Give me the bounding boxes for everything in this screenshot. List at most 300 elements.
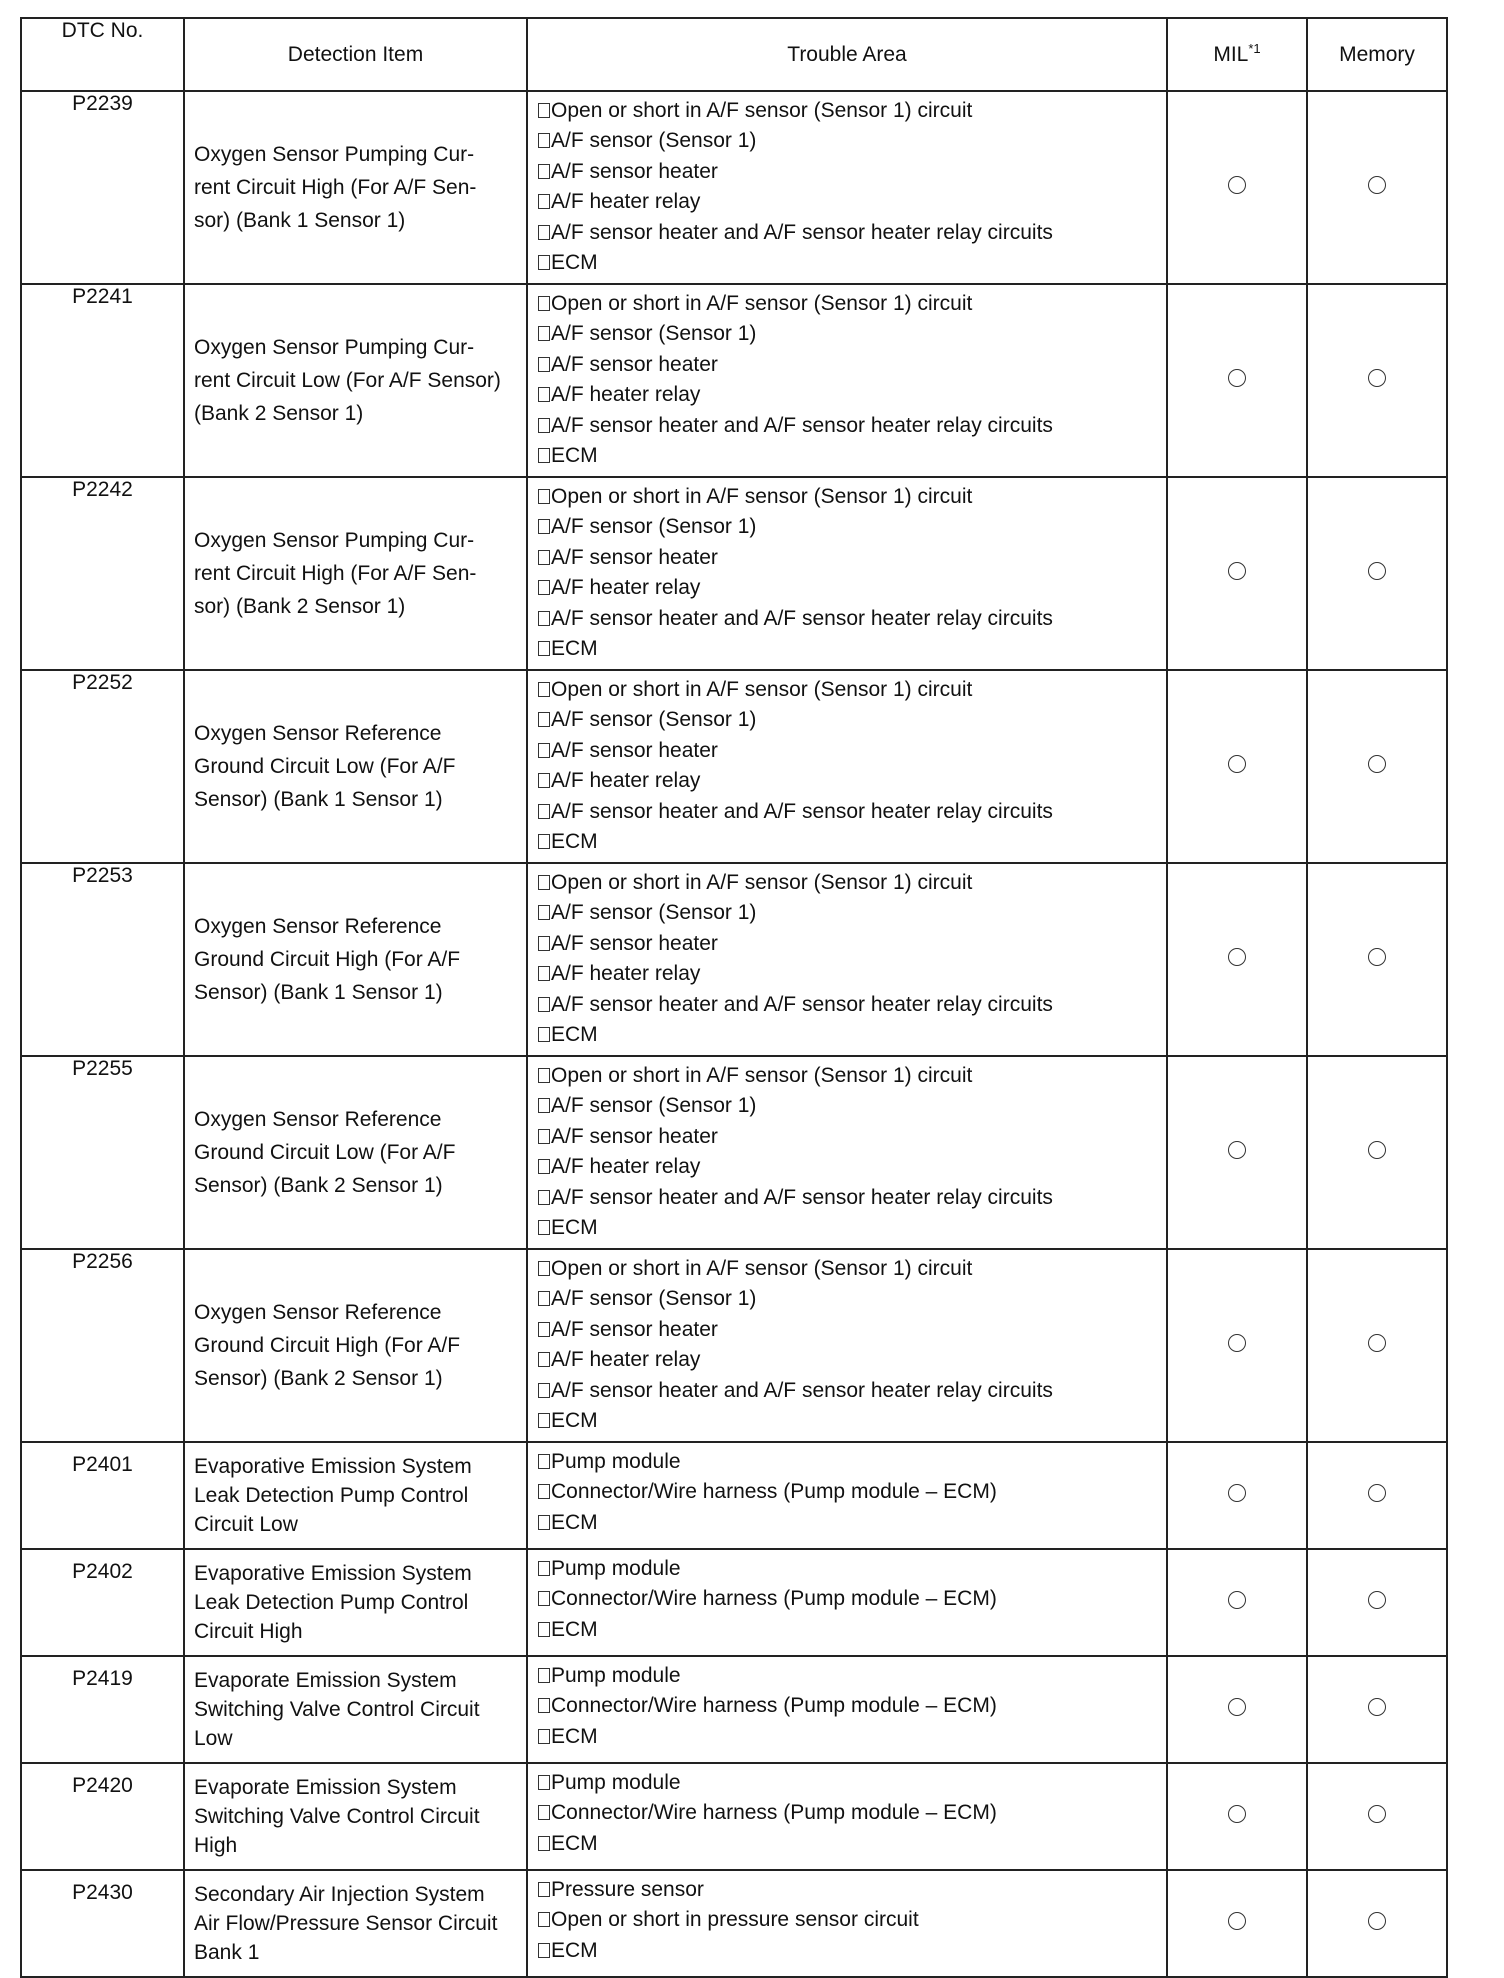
detection-item: [184, 477, 527, 670]
mil-circle-icon: [1228, 1334, 1246, 1352]
memory-cell: [1307, 1056, 1447, 1249]
trouble-area-item: [538, 766, 1166, 796]
memory-cell: [1307, 91, 1447, 284]
bullet-box-icon: [538, 489, 550, 504]
detection-item-line: sor) (Bank 2 Sensor 1): [194, 595, 406, 618]
memory-circle-icon: [1368, 1591, 1386, 1609]
trouble-area: [527, 670, 1167, 863]
detection-item: [184, 1442, 527, 1549]
trouble-area-item: [538, 1798, 1166, 1828]
memory-circle-icon: [1368, 755, 1386, 773]
bullet-box-icon: [538, 641, 550, 656]
trouble-area-item: [538, 289, 1166, 319]
detection-item-line: Oxygen Sensor Reference: [194, 722, 442, 745]
mil-circle-icon: [1228, 1484, 1246, 1502]
trouble-area-item: [538, 248, 1166, 278]
detection-item-line: Ground Circuit Low (For A/F: [194, 1141, 456, 1164]
header-mil: [1167, 18, 1307, 91]
trouble-area: [527, 477, 1167, 670]
bullet-box-icon: [538, 448, 550, 463]
trouble-area-item: [538, 797, 1166, 827]
trouble-area-text: A/F sensor heater: [551, 738, 718, 762]
trouble-area-item: [538, 827, 1166, 857]
memory-cell: [1307, 1442, 1447, 1549]
memory-circle-icon: [1368, 1334, 1386, 1352]
trouble-area-item: [538, 350, 1166, 380]
trouble-area-text: ECM: [551, 1510, 598, 1534]
trouble-area-text: Open or short in A/F sensor (Sensor 1) circuit: [551, 1257, 973, 1280]
detection-item-line: Oxygen Sensor Reference: [194, 915, 442, 938]
dtc-code: P2253: [21, 863, 184, 1056]
trouble-area-item: [538, 675, 1166, 705]
bullet-box-icon: [538, 1159, 550, 1174]
bullet-box-icon: [538, 1027, 550, 1042]
detection-item-line: Circuit Low: [194, 1513, 298, 1536]
trouble-area-text: A/F sensor heater: [551, 352, 718, 376]
detection-item-line: Sensor) (Bank 1 Sensor 1): [194, 981, 443, 1004]
detection-item: [184, 1870, 527, 1977]
bullet-box-icon: [538, 1775, 550, 1790]
bullet-box-icon: [538, 905, 550, 920]
detection-item-line: Secondary Air Injection System: [194, 1883, 485, 1906]
trouble-area-text: A/F sensor (Sensor 1): [551, 129, 757, 153]
memory-circle-icon: [1368, 369, 1386, 387]
mil-cell: [1167, 1249, 1307, 1442]
trouble-area-item: [538, 990, 1166, 1020]
trouble-area: [527, 1249, 1167, 1442]
detection-item-line: Oxygen Sensor Pumping Cur-: [194, 143, 475, 166]
trouble-area-item: [538, 929, 1166, 959]
mil-cell: [1167, 1549, 1307, 1656]
bullet-box-icon: [538, 1413, 550, 1428]
trouble-area-item: [538, 1829, 1166, 1859]
bullet-box-icon: [538, 875, 550, 890]
table-row: [21, 1249, 1447, 1442]
detection-item-line: Switching Valve Control Circuit: [194, 1805, 480, 1828]
bullet-box-icon: [538, 712, 550, 727]
dtc-code: P2401: [21, 1442, 184, 1549]
bullet-box-icon: [538, 1322, 550, 1337]
bullet-box-icon: [538, 611, 550, 626]
bullet-box-icon: [538, 326, 550, 341]
detection-item-line: Oxygen Sensor Pumping Cur-: [194, 336, 475, 359]
detection-item-line: Oxygen Sensor Reference: [194, 1301, 442, 1324]
bullet-box-icon: [538, 255, 550, 270]
dtc-table: [20, 17, 1448, 1978]
trouble-area-item: [538, 1905, 1166, 1935]
trouble-area-item: [538, 441, 1166, 471]
trouble-area-text: Open or short in A/F sensor (Sensor 1) circuit: [551, 292, 973, 315]
trouble-area: [527, 1763, 1167, 1870]
trouble-area-item: [538, 1152, 1166, 1182]
dtc-code: P2242: [21, 477, 184, 670]
trouble-area-text: A/F heater relay: [551, 769, 701, 793]
trouble-area-item: [538, 1554, 1166, 1584]
trouble-area-text: A/F sensor heater and A/F sensor heater relay circuits: [551, 413, 1053, 437]
bullet-box-icon: [538, 1622, 550, 1637]
trouble-area: [527, 284, 1167, 477]
detection-item-line: rent Circuit Low (For A/F Sensor): [194, 369, 501, 392]
memory-circle-icon: [1368, 1484, 1386, 1502]
table-row: [21, 1763, 1447, 1870]
trouble-area-item: [538, 1768, 1166, 1798]
detection-item-line: Leak Detection Pump Control: [194, 1591, 469, 1614]
trouble-area-item: [538, 1508, 1166, 1538]
trouble-area-text: A/F sensor heater and A/F sensor heater relay circuits: [551, 992, 1053, 1016]
trouble-area: [527, 863, 1167, 1056]
trouble-area-item: [538, 1061, 1166, 1091]
bullet-box-icon: [538, 1454, 550, 1469]
detection-item: [184, 1549, 527, 1656]
bullet-box-icon: [538, 1220, 550, 1235]
trouble-area-text: Pump module: [551, 1557, 681, 1580]
trouble-area-text: Open or short in A/F sensor (Sensor 1) circuit: [551, 1064, 973, 1087]
table-row: [21, 670, 1447, 863]
bullet-box-icon: [538, 1943, 550, 1958]
memory-circle-icon: [1368, 1912, 1386, 1930]
detection-item-line: Oxygen Sensor Pumping Cur-: [194, 529, 475, 552]
trouble-area: [527, 1056, 1167, 1249]
detection-item-line: High: [194, 1834, 238, 1857]
dtc-code: P2430: [21, 1870, 184, 1977]
trouble-area-text: ECM: [551, 444, 598, 468]
trouble-area-item: [538, 1875, 1166, 1905]
dtc-table-body: [21, 91, 1447, 1977]
trouble-area-item: [538, 1584, 1166, 1614]
trouble-area-text: ECM: [551, 251, 598, 275]
trouble-area-text: A/F sensor heater and A/F sensor heater relay circuits: [551, 1378, 1053, 1402]
trouble-area-item: [538, 1661, 1166, 1691]
detection-item-line: Evaporate Emission System: [194, 1669, 457, 1692]
bullet-box-icon: [538, 1591, 550, 1606]
trouble-area-item: [538, 1284, 1166, 1314]
bullet-box-icon: [538, 1882, 550, 1897]
trouble-area-item: [538, 482, 1166, 512]
bullet-box-icon: [538, 1352, 550, 1367]
trouble-area-text: Open or short in A/F sensor (Sensor 1) circuit: [551, 678, 973, 701]
trouble-area-item: [538, 1477, 1166, 1507]
detection-item-line: rent Circuit High (For A/F Sen-: [194, 562, 477, 585]
trouble-area-item: [538, 157, 1166, 187]
detection-item-line: Sensor) (Bank 2 Sensor 1): [194, 1174, 443, 1197]
trouble-area-item: [538, 1406, 1166, 1436]
detection-item: [184, 1249, 527, 1442]
bullet-box-icon: [538, 936, 550, 951]
detection-item-line: Sensor) (Bank 1 Sensor 1): [194, 788, 443, 811]
trouble-area: [527, 91, 1167, 284]
bullet-box-icon: [538, 1190, 550, 1205]
detection-item: [184, 284, 527, 477]
trouble-area-item: [538, 543, 1166, 573]
trouble-area-text: A/F heater relay: [551, 1155, 701, 1179]
trouble-area-item: [538, 126, 1166, 156]
trouble-area-text: A/F sensor heater: [551, 931, 718, 955]
table-row: [21, 477, 1447, 670]
trouble-area-item: [538, 959, 1166, 989]
bullet-box-icon: [538, 580, 550, 595]
bullet-box-icon: [538, 1561, 550, 1576]
mil-cell: [1167, 863, 1307, 1056]
trouble-area-text: A/F sensor heater and A/F sensor heater relay circuits: [551, 799, 1053, 823]
detection-item-line: Ground Circuit High (For A/F: [194, 948, 461, 971]
bullet-box-icon: [538, 1129, 550, 1144]
dtc-code: P2255: [21, 1056, 184, 1249]
mil-circle-icon: [1228, 755, 1246, 773]
bullet-box-icon: [538, 1912, 550, 1927]
trouble-area-text: Connector/Wire harness (Pump module – ECM): [551, 1801, 997, 1825]
trouble-area-text: ECM: [551, 1938, 598, 1962]
table-row: [21, 91, 1447, 284]
trouble-area-item: [538, 218, 1166, 248]
trouble-area-text: A/F sensor heater: [551, 545, 718, 569]
trouble-area-text: Pump module: [551, 1771, 681, 1794]
bullet-box-icon: [538, 550, 550, 565]
trouble-area-text: Open or short in A/F sensor (Sensor 1) circuit: [551, 485, 973, 508]
memory-cell: [1307, 1249, 1447, 1442]
trouble-area-text: Open or short in A/F sensor (Sensor 1) circuit: [551, 871, 973, 894]
bullet-box-icon: [538, 773, 550, 788]
trouble-area-item: [538, 96, 1166, 126]
mil-cell: [1167, 1442, 1307, 1549]
mil-cell: [1167, 670, 1307, 863]
trouble-area-item: [538, 868, 1166, 898]
trouble-area-item: [538, 1315, 1166, 1345]
trouble-area-text: Connector/Wire harness (Pump module – ECM): [551, 1480, 997, 1504]
detection-item-line: Sensor) (Bank 2 Sensor 1): [194, 1367, 443, 1390]
bullet-box-icon: [538, 1836, 550, 1851]
memory-cell: [1307, 670, 1447, 863]
trouble-area-item: [538, 736, 1166, 766]
table-row: [21, 1656, 1447, 1763]
header-trouble-area: Trouble Area: [527, 18, 1167, 91]
trouble-area-item: [538, 1691, 1166, 1721]
detection-item: [184, 91, 527, 284]
trouble-area-text: A/F sensor (Sensor 1): [551, 322, 757, 346]
trouble-area-text: ECM: [551, 1617, 598, 1641]
trouble-area-item: [538, 1091, 1166, 1121]
detection-item-line: Evaporate Emission System: [194, 1776, 457, 1799]
detection-item-line: rent Circuit High (For A/F Sen-: [194, 176, 477, 199]
detection-item-line: Oxygen Sensor Reference: [194, 1108, 442, 1131]
trouble-area-text: Open or short in pressure sensor circuit: [551, 1908, 919, 1932]
table-row: [21, 1870, 1447, 1977]
detection-item-line: Ground Circuit High (For A/F: [194, 1334, 461, 1357]
dtc-code: P2239: [21, 91, 184, 284]
trouble-area-item: [538, 1254, 1166, 1284]
bullet-box-icon: [538, 743, 550, 758]
bullet-box-icon: [538, 1291, 550, 1306]
trouble-area-text: Pump module: [551, 1664, 681, 1687]
mil-cell: [1167, 477, 1307, 670]
mil-cell: [1167, 1056, 1307, 1249]
memory-cell: [1307, 1763, 1447, 1870]
trouble-area-text: ECM: [551, 1216, 598, 1240]
detection-item-line: Switching Valve Control Circuit: [194, 1698, 480, 1721]
mil-cell: [1167, 1870, 1307, 1977]
trouble-area-text: Pump module: [551, 1450, 681, 1473]
mil-circle-icon: [1228, 1141, 1246, 1159]
trouble-area-text: A/F sensor heater and A/F sensor heater relay circuits: [551, 606, 1053, 630]
trouble-area-item: [538, 1447, 1166, 1477]
mil-circle-icon: [1228, 1591, 1246, 1609]
detection-item-line: Evaporative Emission System: [194, 1562, 472, 1585]
trouble-area-text: A/F heater relay: [551, 576, 701, 600]
bullet-box-icon: [538, 519, 550, 534]
mil-circle-icon: [1228, 176, 1246, 194]
bullet-box-icon: [538, 1098, 550, 1113]
mil-circle-icon: [1228, 562, 1246, 580]
header-memory: Memory: [1307, 18, 1447, 91]
trouble-area-text: ECM: [551, 637, 598, 661]
mil-cell: [1167, 1763, 1307, 1870]
mil-cell: [1167, 91, 1307, 284]
detection-item-line: Evaporative Emission System: [194, 1455, 472, 1478]
bullet-box-icon: [538, 997, 550, 1012]
memory-cell: [1307, 863, 1447, 1056]
table-row: [21, 1056, 1447, 1249]
trouble-area-item: [538, 634, 1166, 664]
trouble-area-text: A/F sensor heater and A/F sensor heater relay circuits: [551, 220, 1053, 244]
mil-cell: [1167, 1656, 1307, 1763]
trouble-area-item: [538, 1376, 1166, 1406]
trouble-area-text: A/F sensor heater: [551, 1124, 718, 1148]
table-row: [21, 863, 1447, 1056]
bullet-box-icon: [538, 387, 550, 402]
bullet-box-icon: [538, 225, 550, 240]
dtc-code: P2256: [21, 1249, 184, 1442]
detection-item: [184, 1656, 527, 1763]
memory-cell: [1307, 477, 1447, 670]
bullet-box-icon: [538, 1383, 550, 1398]
header-mil-footnote: *1: [1248, 40, 1261, 56]
detection-item-line: Bank 1: [194, 1941, 260, 1964]
trouble-area-item: [538, 411, 1166, 441]
memory-circle-icon: [1368, 1805, 1386, 1823]
memory-circle-icon: [1368, 176, 1386, 194]
trouble-area-item: [538, 604, 1166, 634]
bullet-box-icon: [538, 804, 550, 819]
detection-item: [184, 1056, 527, 1249]
memory-circle-icon: [1368, 948, 1386, 966]
trouble-area-item: [538, 512, 1166, 542]
trouble-area-item: [538, 1615, 1166, 1645]
bullet-box-icon: [538, 1068, 550, 1083]
dtc-code: P2252: [21, 670, 184, 863]
trouble-area-text: Connector/Wire harness (Pump module – ECM): [551, 1694, 997, 1718]
memory-circle-icon: [1368, 1141, 1386, 1159]
bullet-box-icon: [538, 103, 550, 118]
memory-cell: [1307, 284, 1447, 477]
trouble-area: [527, 1442, 1167, 1549]
trouble-area: [527, 1656, 1167, 1763]
trouble-area-text: A/F heater relay: [551, 190, 701, 214]
trouble-area-text: A/F sensor heater and A/F sensor heater relay circuits: [551, 1185, 1053, 1209]
dtc-code: P2241: [21, 284, 184, 477]
bullet-box-icon: [538, 133, 550, 148]
trouble-area-item: [538, 319, 1166, 349]
bullet-box-icon: [538, 1261, 550, 1276]
trouble-area-item: [538, 705, 1166, 735]
trouble-area-item: [538, 898, 1166, 928]
table-row: [21, 1442, 1447, 1549]
trouble-area-text: ECM: [551, 830, 598, 854]
detection-item-line: Low: [194, 1727, 233, 1750]
bullet-box-icon: [538, 682, 550, 697]
trouble-area-item: [538, 1213, 1166, 1243]
trouble-area-text: A/F sensor (Sensor 1): [551, 708, 757, 732]
header-mil-label: MIL: [1213, 42, 1249, 66]
trouble-area-text: ECM: [551, 1831, 598, 1855]
trouble-area: [527, 1870, 1167, 1977]
detection-item-line: (Bank 2 Sensor 1): [194, 402, 364, 425]
trouble-area-text: A/F sensor (Sensor 1): [551, 1287, 757, 1311]
bullet-box-icon: [538, 966, 550, 981]
memory-cell: [1307, 1549, 1447, 1656]
bullet-box-icon: [538, 1805, 550, 1820]
detection-item-line: sor) (Bank 1 Sensor 1): [194, 209, 406, 232]
mil-circle-icon: [1228, 1805, 1246, 1823]
bullet-box-icon: [538, 834, 550, 849]
bullet-box-icon: [538, 296, 550, 311]
trouble-area-text: Connector/Wire harness (Pump module – ECM): [551, 1587, 997, 1611]
detection-item-line: Circuit High: [194, 1620, 303, 1643]
trouble-area-item: [538, 1936, 1166, 1966]
memory-cell: [1307, 1870, 1447, 1977]
trouble-area-item: [538, 380, 1166, 410]
mil-circle-icon: [1228, 369, 1246, 387]
trouble-area-text: A/F sensor (Sensor 1): [551, 901, 757, 925]
trouble-area-text: A/F sensor (Sensor 1): [551, 1094, 757, 1118]
header-detection-item: Detection Item: [184, 18, 527, 91]
header-dtc-no: DTC No.: [21, 18, 184, 91]
detection-item-line: Ground Circuit Low (For A/F: [194, 755, 456, 778]
trouble-area-item: [538, 573, 1166, 603]
trouble-area-text: A/F sensor heater: [551, 1317, 718, 1341]
bullet-box-icon: [538, 194, 550, 209]
trouble-area-text: A/F sensor (Sensor 1): [551, 515, 757, 539]
bullet-box-icon: [538, 418, 550, 433]
trouble-area-item: [538, 1722, 1166, 1752]
trouble-area-item: [538, 187, 1166, 217]
table-row: [21, 284, 1447, 477]
bullet-box-icon: [538, 1484, 550, 1499]
dtc-code: P2420: [21, 1763, 184, 1870]
trouble-area-text: ECM: [551, 1724, 598, 1748]
mil-cell: [1167, 284, 1307, 477]
mil-circle-icon: [1228, 948, 1246, 966]
trouble-area-item: [538, 1345, 1166, 1375]
dtc-code: P2402: [21, 1549, 184, 1656]
detection-item-line: Leak Detection Pump Control: [194, 1484, 469, 1507]
bullet-box-icon: [538, 1515, 550, 1530]
trouble-area-text: A/F sensor heater: [551, 159, 718, 183]
trouble-area-text: A/F heater relay: [551, 962, 701, 986]
trouble-area-text: ECM: [551, 1409, 598, 1433]
trouble-area-text: Open or short in A/F sensor (Sensor 1) circuit: [551, 99, 973, 122]
trouble-area-text: A/F heater relay: [551, 383, 701, 407]
mil-circle-icon: [1228, 1698, 1246, 1716]
detection-item: [184, 863, 527, 1056]
trouble-area-text: ECM: [551, 1023, 598, 1047]
detection-item: [184, 1763, 527, 1870]
memory-circle-icon: [1368, 562, 1386, 580]
trouble-area-item: [538, 1183, 1166, 1213]
bullet-box-icon: [538, 357, 550, 372]
detection-item: [184, 670, 527, 863]
detection-item-line: Air Flow/Pressure Sensor Circuit: [194, 1912, 498, 1935]
memory-circle-icon: [1368, 1698, 1386, 1716]
bullet-box-icon: [538, 1729, 550, 1744]
